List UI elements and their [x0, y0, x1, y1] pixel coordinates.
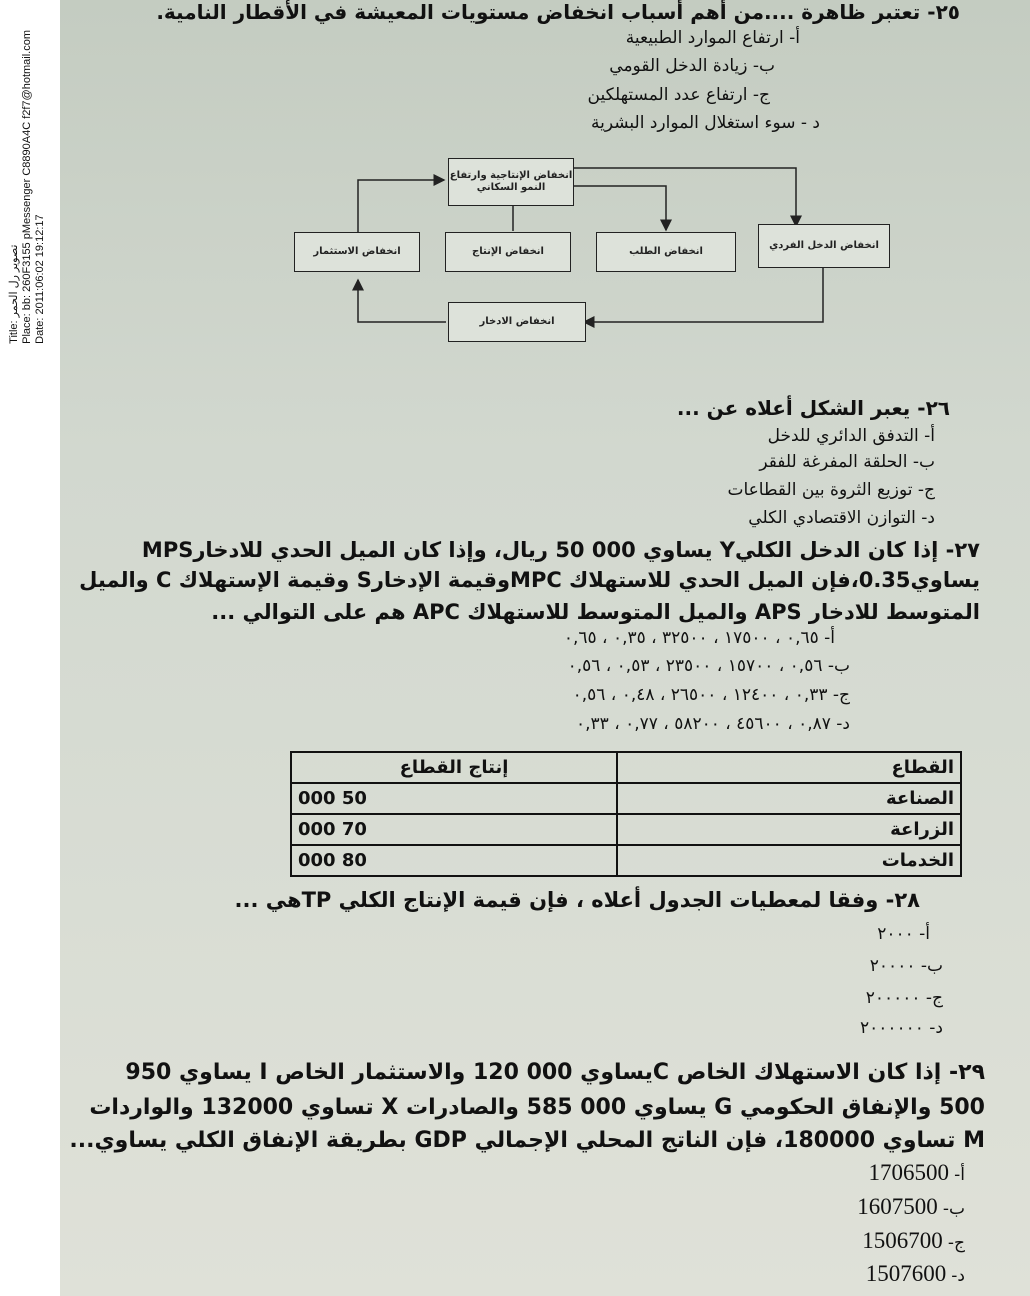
box-low-investment: انخفاض الاستثمار [294, 232, 420, 272]
table-header-row [291, 752, 961, 783]
q27-option-b: ب- ٠,٥٦ ، ١٥٧٠٠ ، ٢٣٥٠٠ ، ٠,٥٣ ، ٠,٥٦ [567, 656, 850, 676]
row-sector: الصناعة [617, 783, 961, 814]
sector-production-table [290, 751, 962, 877]
q27-option-c: ج- ٠,٣٣ ، ١٢٤٠٠ ، ٢٦٥٠٠ ، ٠,٤٨ ، ٠,٥٦ [572, 685, 850, 705]
option-value: 1607500 [857, 1194, 938, 1219]
box-low-demand: انخفاض الطلب [596, 232, 736, 272]
option-value: 1507600 [865, 1261, 947, 1286]
poverty-cycle-diagram [288, 152, 888, 354]
option-letter: ب- [942, 1199, 965, 1219]
q26-option-c: ج- توزيع الثروة بين القطاعات [727, 480, 935, 500]
q28-option-d: د- ٢٠٠٠٠٠٠ [859, 1018, 943, 1038]
row-value: 50 000 [291, 783, 617, 814]
q29-line-3: M تساوي 180000، فإن الناتج المحلي الإجمالي GDP بطريقة الإنفاق الكلي يساوي... [69, 1128, 985, 1153]
box-low-saving: انخفاض الادخار [448, 302, 586, 342]
row-value: 70 000 [291, 814, 617, 845]
metadata-title: Title: تصوير رل الحمر [8, 244, 20, 344]
q26-option-a: أ- التدفق الدائري للدخل [767, 426, 935, 446]
metadata-margin [0, 0, 60, 1296]
row-value: 80 000 [291, 845, 617, 876]
q27-line-3: المتوسط للادخار APS والميل المتوسط للاستهلاك APC هم على التوالي ... [211, 600, 980, 624]
q29-line-1: ٢٩- إذا كان الاستهلاك الخاص Cيساوي 000 120 والاستثمار الخاص I يساوي 950 [125, 1060, 985, 1085]
row-sector: الخدمات [617, 845, 961, 876]
q27-line-2: يساوي0.35،فإن الميل الحدي للاستهلاك MPCوقيمة الإدخارS وقيمة الإستهلاك C والميل [79, 568, 980, 592]
metadata-text [8, 30, 47, 344]
q25-option-a: أ- ارتفاع الموارد الطبيعية [625, 28, 800, 48]
header-production: إنتاج القطاع [291, 752, 617, 783]
q25-option-b: ب- زيادة الدخل القومي [609, 56, 775, 76]
q26-option-d: د- التوازن الاقتصادي الكلي [748, 508, 935, 528]
q29-line-2: 500 والإنفاق الحكومي G يساوي 000 585 والصادرات X تساوي 132000 والواردات [89, 1095, 985, 1120]
q29-option-a [869, 1160, 965, 1186]
option-value: 1506700 [862, 1228, 943, 1253]
option-letter: د- [951, 1266, 965, 1286]
q25-option-d: د - سوء استغلال الموارد البشرية [591, 113, 820, 133]
box-low-production: انخفاض الإنتاج [445, 232, 571, 272]
q28-option-b: ب- ٢٠٠٠٠ [869, 956, 943, 976]
q27-option-a: أ- ٠,٦٥ ، ١٧٥٠٠ ، ٣٢٥٠٠ ، ٠,٣٥ ، ٠,٦٥ [563, 628, 835, 648]
q26-option-b: ب- الحلقة المفرغة للفقر [759, 452, 935, 472]
q25-stem: ٢٥- تعتبر ظاهرة ....من أهم أسباب انخفاض مستويات المعيشة في الأقطار النامية. [156, 0, 960, 24]
table-row [291, 845, 961, 876]
option-letter: أ- [954, 1165, 965, 1185]
row-sector: الزراعة [617, 814, 961, 845]
q25-option-c: ج- ارتفاع عدد المستهلكين [587, 85, 770, 105]
metadata-place: Place: bb: 260F3155 pMessenger C8890A4C f2f7@hotmail.com [21, 30, 33, 344]
header-sector: القطاع [617, 752, 961, 783]
table-row [291, 783, 961, 814]
option-letter: ج- [947, 1233, 965, 1253]
option-value: 1706500 [868, 1160, 950, 1185]
metadata-date: Date: 2011:06:02 19:12:17 [34, 214, 46, 344]
q27-line-1: ٢٧- إذا كان الدخل الكليY يساوي 000 50 ريال، وإذا كان الميل الحدي للادخارMPS [141, 538, 980, 562]
q26-stem: ٢٦- يعبر الشكل أعلاه عن ... [676, 396, 950, 420]
box-low-productivity: انخفاض الإنتاجية وارتفاع النمو السكاني [448, 158, 574, 206]
q28-stem: ٢٨- وفقا لمعطيات الجدول أعلاه ، فإن قيمة الإنتاج الكلي TPهي ... [234, 888, 920, 912]
q29-option-c [862, 1228, 965, 1254]
q27-option-d: د- ٠,٨٧ ، ٤٥٦٠٠ ، ٥٨٢٠٠ ، ٠,٧٧ ، ٠,٣٣ [576, 714, 850, 734]
q28-option-a: أ- ٢٠٠٠ [877, 924, 930, 944]
table-row [291, 814, 961, 845]
box-low-income: انخفاض الدخل الفردي [758, 224, 890, 268]
q28-option-c: ج- ٢٠٠٠٠٠ [865, 988, 943, 1008]
q29-option-d [866, 1261, 965, 1287]
q29-option-b [857, 1194, 965, 1220]
exam-page [60, 0, 1030, 1296]
